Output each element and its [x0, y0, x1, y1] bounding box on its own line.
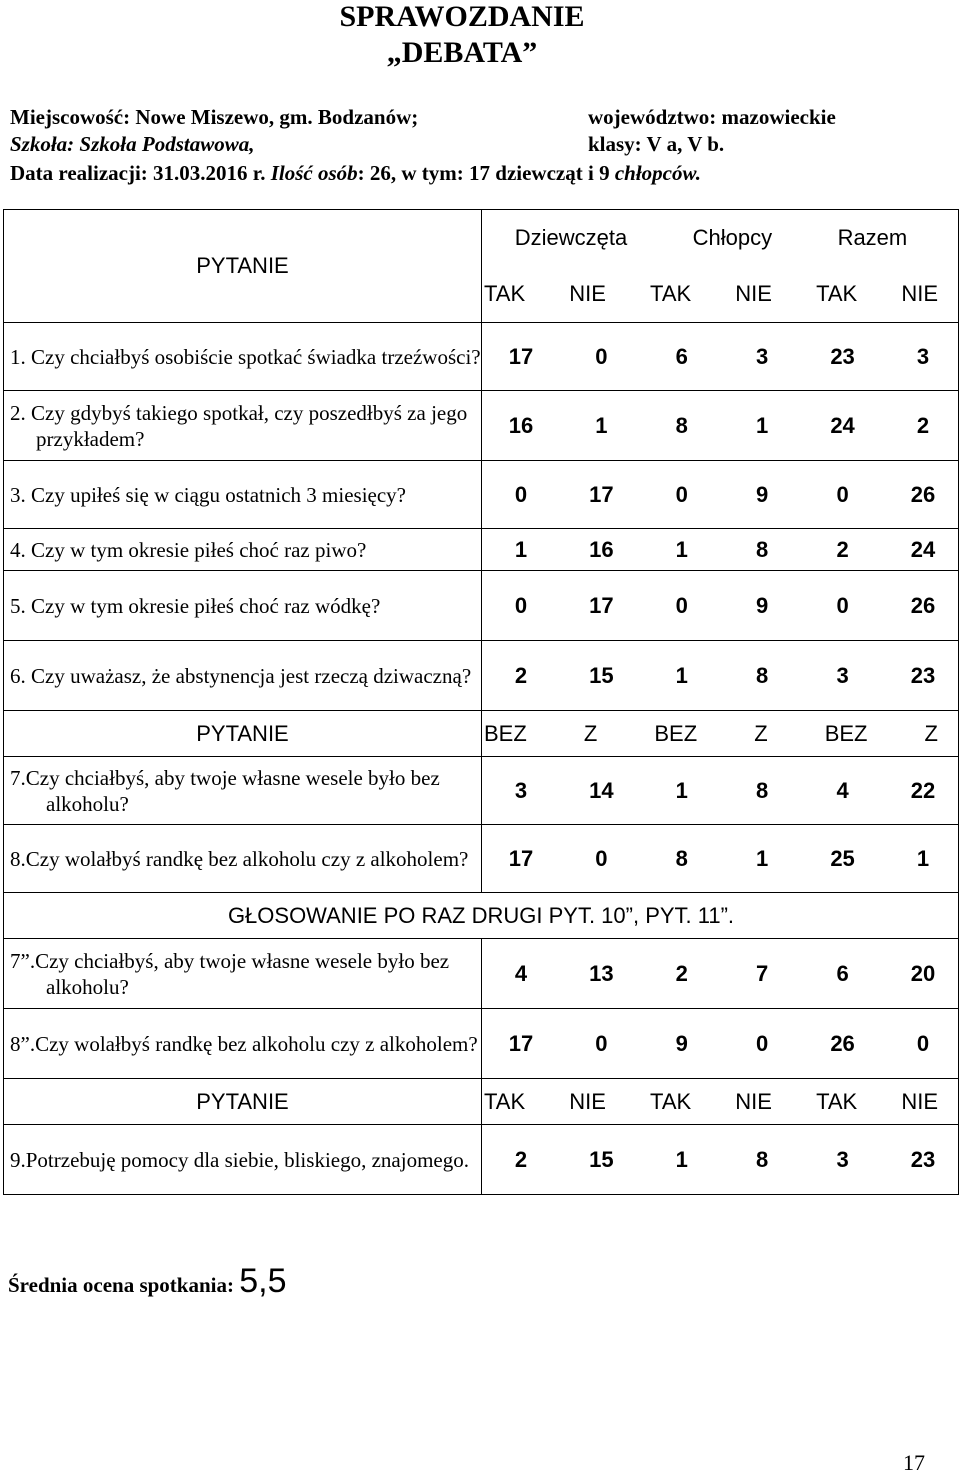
values-cell: [482, 391, 959, 461]
revote-label: GŁOSOWANIE PO RAZ DRUGI PYT. 10”, PYT. 11”.: [4, 893, 959, 939]
value-cell: 2: [675, 960, 688, 986]
value-cell: 1: [595, 412, 608, 438]
question-cell: [4, 641, 482, 711]
value-cell: 8: [675, 412, 688, 438]
question-cell: [4, 571, 482, 641]
row-values: [482, 413, 958, 439]
value-cell: 17: [589, 592, 614, 618]
meta-line-school: [10, 131, 725, 157]
count-text: : 26, w tym: 17 dziewcząt i 9: [357, 161, 610, 185]
table-row: [4, 391, 959, 461]
question-text: 3. Czy upiłeś się w ciągu ostatnich 3 miesięcy?: [10, 482, 406, 507]
header-question: PYTANIE: [196, 253, 289, 278]
value-cell: 7: [756, 960, 769, 986]
question-text: 8”.Czy wolałbyś randkę bez alkoholu czy z alkoholem?: [10, 1031, 478, 1056]
subheader: BEZ: [484, 720, 527, 746]
question-text: 7.Czy chciałbyś, aby twoje własne wesele było bez alkoholu?: [10, 765, 440, 816]
row-values: [482, 1031, 958, 1057]
value-cell: 8: [756, 536, 769, 562]
value-cell: 6: [836, 960, 849, 986]
value-cell: 25: [830, 845, 855, 871]
value-cell: 13: [589, 960, 614, 986]
subheader: Z: [924, 720, 938, 746]
subheader: BEZ: [824, 720, 868, 746]
section-subheaders: [482, 1089, 958, 1115]
values-cell: [482, 571, 959, 641]
question-cell: [4, 825, 482, 893]
values-cell: [482, 1009, 959, 1079]
question-cell: [4, 529, 482, 571]
subheader: NIE: [569, 1088, 606, 1114]
value-cell: 0: [514, 481, 528, 507]
section-header-question: PYTANIE: [4, 711, 482, 757]
value-cell: 0: [595, 845, 608, 871]
value-cell: 8: [756, 662, 769, 688]
table-row: [4, 1009, 959, 1079]
value-cell: 26: [910, 481, 936, 507]
value-cell: 14: [589, 777, 614, 803]
table-row: [4, 323, 959, 391]
table-header-row: [4, 210, 959, 323]
header-groups: [482, 210, 958, 266]
value-cell: 15: [589, 662, 614, 688]
value-cell: 17: [589, 481, 614, 507]
value-cell: 3: [836, 1146, 849, 1172]
value-cell: 22: [910, 777, 936, 803]
value-cell: 0: [595, 1030, 608, 1056]
row-values: [482, 846, 958, 872]
value-cell: 1: [675, 1146, 688, 1172]
table-row: [4, 757, 959, 825]
value-cell: 1: [514, 536, 528, 562]
table-row: [4, 825, 959, 893]
value-cell: 4: [836, 777, 849, 803]
value-cell: 24: [910, 536, 936, 562]
value-cell: 0: [836, 481, 849, 507]
value-cell: 0: [675, 481, 688, 507]
place-text: Miejscowość: Nowe Miszewo, gm. Bodzanów;: [10, 105, 419, 129]
question-cell: [4, 323, 482, 391]
value-cell: 0: [595, 343, 608, 369]
value-cell: 16: [508, 412, 534, 438]
row-values: [482, 961, 958, 987]
value-cell: 9: [756, 592, 769, 618]
value-cell: 17: [508, 1030, 534, 1056]
value-cell: 0: [675, 592, 688, 618]
value-cell: 8: [756, 777, 769, 803]
value-cell: 1: [756, 845, 769, 871]
value-cell: 2: [514, 1146, 528, 1172]
row-values: [482, 1147, 958, 1173]
question-cell: [4, 757, 482, 825]
value-cell: 20: [910, 960, 936, 986]
subheader-2: TAK: [650, 281, 692, 306]
question-text: 1. Czy chciałbyś osobiście spotkać świadka trzeźwości?: [10, 344, 481, 369]
question-text: 4. Czy w tym okresie piłeś choć raz piwo?: [10, 537, 367, 562]
value-cell: 8: [675, 845, 688, 871]
group-header-2: Razem: [837, 225, 908, 250]
row-values: [482, 778, 958, 804]
value-cell: 15: [589, 1146, 614, 1172]
count-boys: chłopców.: [614, 161, 701, 185]
value-cell: 26: [910, 592, 936, 618]
value-cell: 2: [836, 536, 849, 562]
row-values: [482, 593, 958, 619]
table-row: [4, 461, 959, 529]
average-rating-value: 5,5: [239, 1262, 287, 1300]
section-header-question: PYTANIE: [4, 1079, 482, 1125]
subheader: TAK: [650, 1088, 692, 1114]
values-cell: [482, 825, 959, 893]
value-cell: 0: [836, 592, 849, 618]
group-header-1: Chłopcy: [692, 225, 773, 250]
value-cell: 23: [830, 343, 855, 369]
header-question-cell: [4, 210, 482, 323]
document-title: SPRAWOZDANIE: [339, 0, 585, 33]
header-groups-cell: [482, 210, 959, 323]
value-cell: 26: [830, 1030, 855, 1056]
question-cell: [4, 1009, 482, 1079]
value-cell: 2: [916, 412, 930, 438]
row-values: [482, 663, 958, 689]
subheader: TAK: [816, 1088, 858, 1114]
value-cell: 4: [514, 960, 528, 986]
header-subheaders: [482, 266, 958, 322]
row-values: [482, 537, 958, 563]
value-cell: 3: [756, 343, 769, 369]
section-header-values: [482, 1079, 959, 1125]
section-header-bez-z: [4, 711, 959, 757]
document-subtitle: „DEBATA”: [386, 36, 538, 69]
average-rating-label: Średnia ocena spotkania:: [8, 1273, 234, 1297]
values-cell: [482, 939, 959, 1009]
table-row: [4, 641, 959, 711]
row-values: [482, 344, 958, 370]
subheader-5: NIE: [901, 281, 938, 306]
table-row: [4, 571, 959, 641]
value-cell: 24: [830, 412, 855, 438]
subheader-0: TAK: [484, 281, 526, 306]
date-text: Data realizacji: 31.03.2016 r.: [10, 161, 266, 185]
value-cell: 0: [916, 1030, 930, 1056]
row-values: [482, 482, 958, 508]
subheader-1: NIE: [569, 281, 606, 306]
value-cell: 23: [910, 662, 936, 688]
section-header-tak-nie: [4, 1079, 959, 1125]
value-cell: 1: [675, 536, 688, 562]
page-number: 17: [903, 1450, 925, 1475]
question-text: 9.Potrzebuję pomocy dla siebie, bliskiego, znajomego.: [10, 1147, 469, 1172]
section-header-values: [482, 711, 959, 757]
subheader: NIE: [901, 1088, 938, 1114]
value-cell: 1: [916, 845, 930, 871]
value-cell: 3: [514, 777, 528, 803]
value-cell: 17: [508, 845, 534, 871]
table-row: [4, 1125, 959, 1195]
meta-line-place: [10, 104, 836, 130]
values-cell: [482, 757, 959, 825]
values-cell: [482, 1125, 959, 1195]
question-cell: [4, 939, 482, 1009]
value-cell: 0: [514, 592, 528, 618]
value-cell: 9: [756, 481, 769, 507]
subheader: NIE: [735, 1088, 772, 1114]
question-cell: [4, 1125, 482, 1195]
value-cell: 1: [675, 662, 688, 688]
region-text: województwo: mazowieckie: [588, 105, 836, 129]
value-cell: 8: [756, 1146, 769, 1172]
value-cell: 3: [836, 662, 849, 688]
school-text: Szkoła: Szkoła Podstawowa,: [10, 132, 255, 156]
count-label: Ilość osób: [270, 161, 358, 185]
classes-text: klasy: V a, V b.: [588, 132, 725, 156]
value-cell: 9: [675, 1030, 688, 1056]
group-header-0: Dziewczęta: [514, 225, 628, 250]
value-cell: 17: [508, 343, 534, 369]
question-text: 7”.Czy chciałbyś, aby twoje własne wesele było bez alkoholu?: [10, 948, 450, 999]
section-subheaders: [482, 721, 958, 747]
value-cell: 1: [675, 777, 688, 803]
table-row: [4, 939, 959, 1009]
value-cell: 16: [589, 536, 614, 562]
value-cell: 23: [910, 1146, 936, 1172]
question-text: 6. Czy uważasz, że abstynencja jest rzeczą dziwaczną?: [10, 663, 472, 688]
revote-row: [4, 893, 959, 939]
subheader: BEZ: [654, 720, 698, 746]
values-cell: [482, 529, 959, 571]
values-cell: [482, 641, 959, 711]
value-cell: 1: [756, 412, 769, 438]
value-cell: 6: [675, 343, 688, 369]
values-cell: [482, 461, 959, 529]
subheader: Z: [583, 720, 598, 746]
subheader-3: NIE: [735, 281, 772, 306]
subheader: TAK: [484, 1088, 526, 1114]
question-text: 2. Czy gdybyś takiego spotkał, czy poszedłbyś za jego przykładem?: [10, 400, 468, 451]
values-cell: [482, 323, 959, 391]
subheader: Z: [754, 720, 768, 746]
meta-line-date: [10, 160, 701, 186]
question-cell: [4, 461, 482, 529]
subheader-4: TAK: [816, 281, 858, 306]
question-cell: [4, 391, 482, 461]
table-row: [4, 529, 959, 571]
question-text: 5. Czy w tym okresie piłeś choć raz wódkę?: [10, 593, 381, 618]
question-text: 8.Czy wolałbyś randkę bez alkoholu czy z alkoholem?: [10, 846, 469, 871]
value-cell: 0: [756, 1030, 769, 1056]
results-table: [3, 209, 959, 1195]
value-cell: 2: [514, 662, 528, 688]
average-rating: [8, 1262, 287, 1301]
value-cell: 3: [916, 343, 930, 369]
